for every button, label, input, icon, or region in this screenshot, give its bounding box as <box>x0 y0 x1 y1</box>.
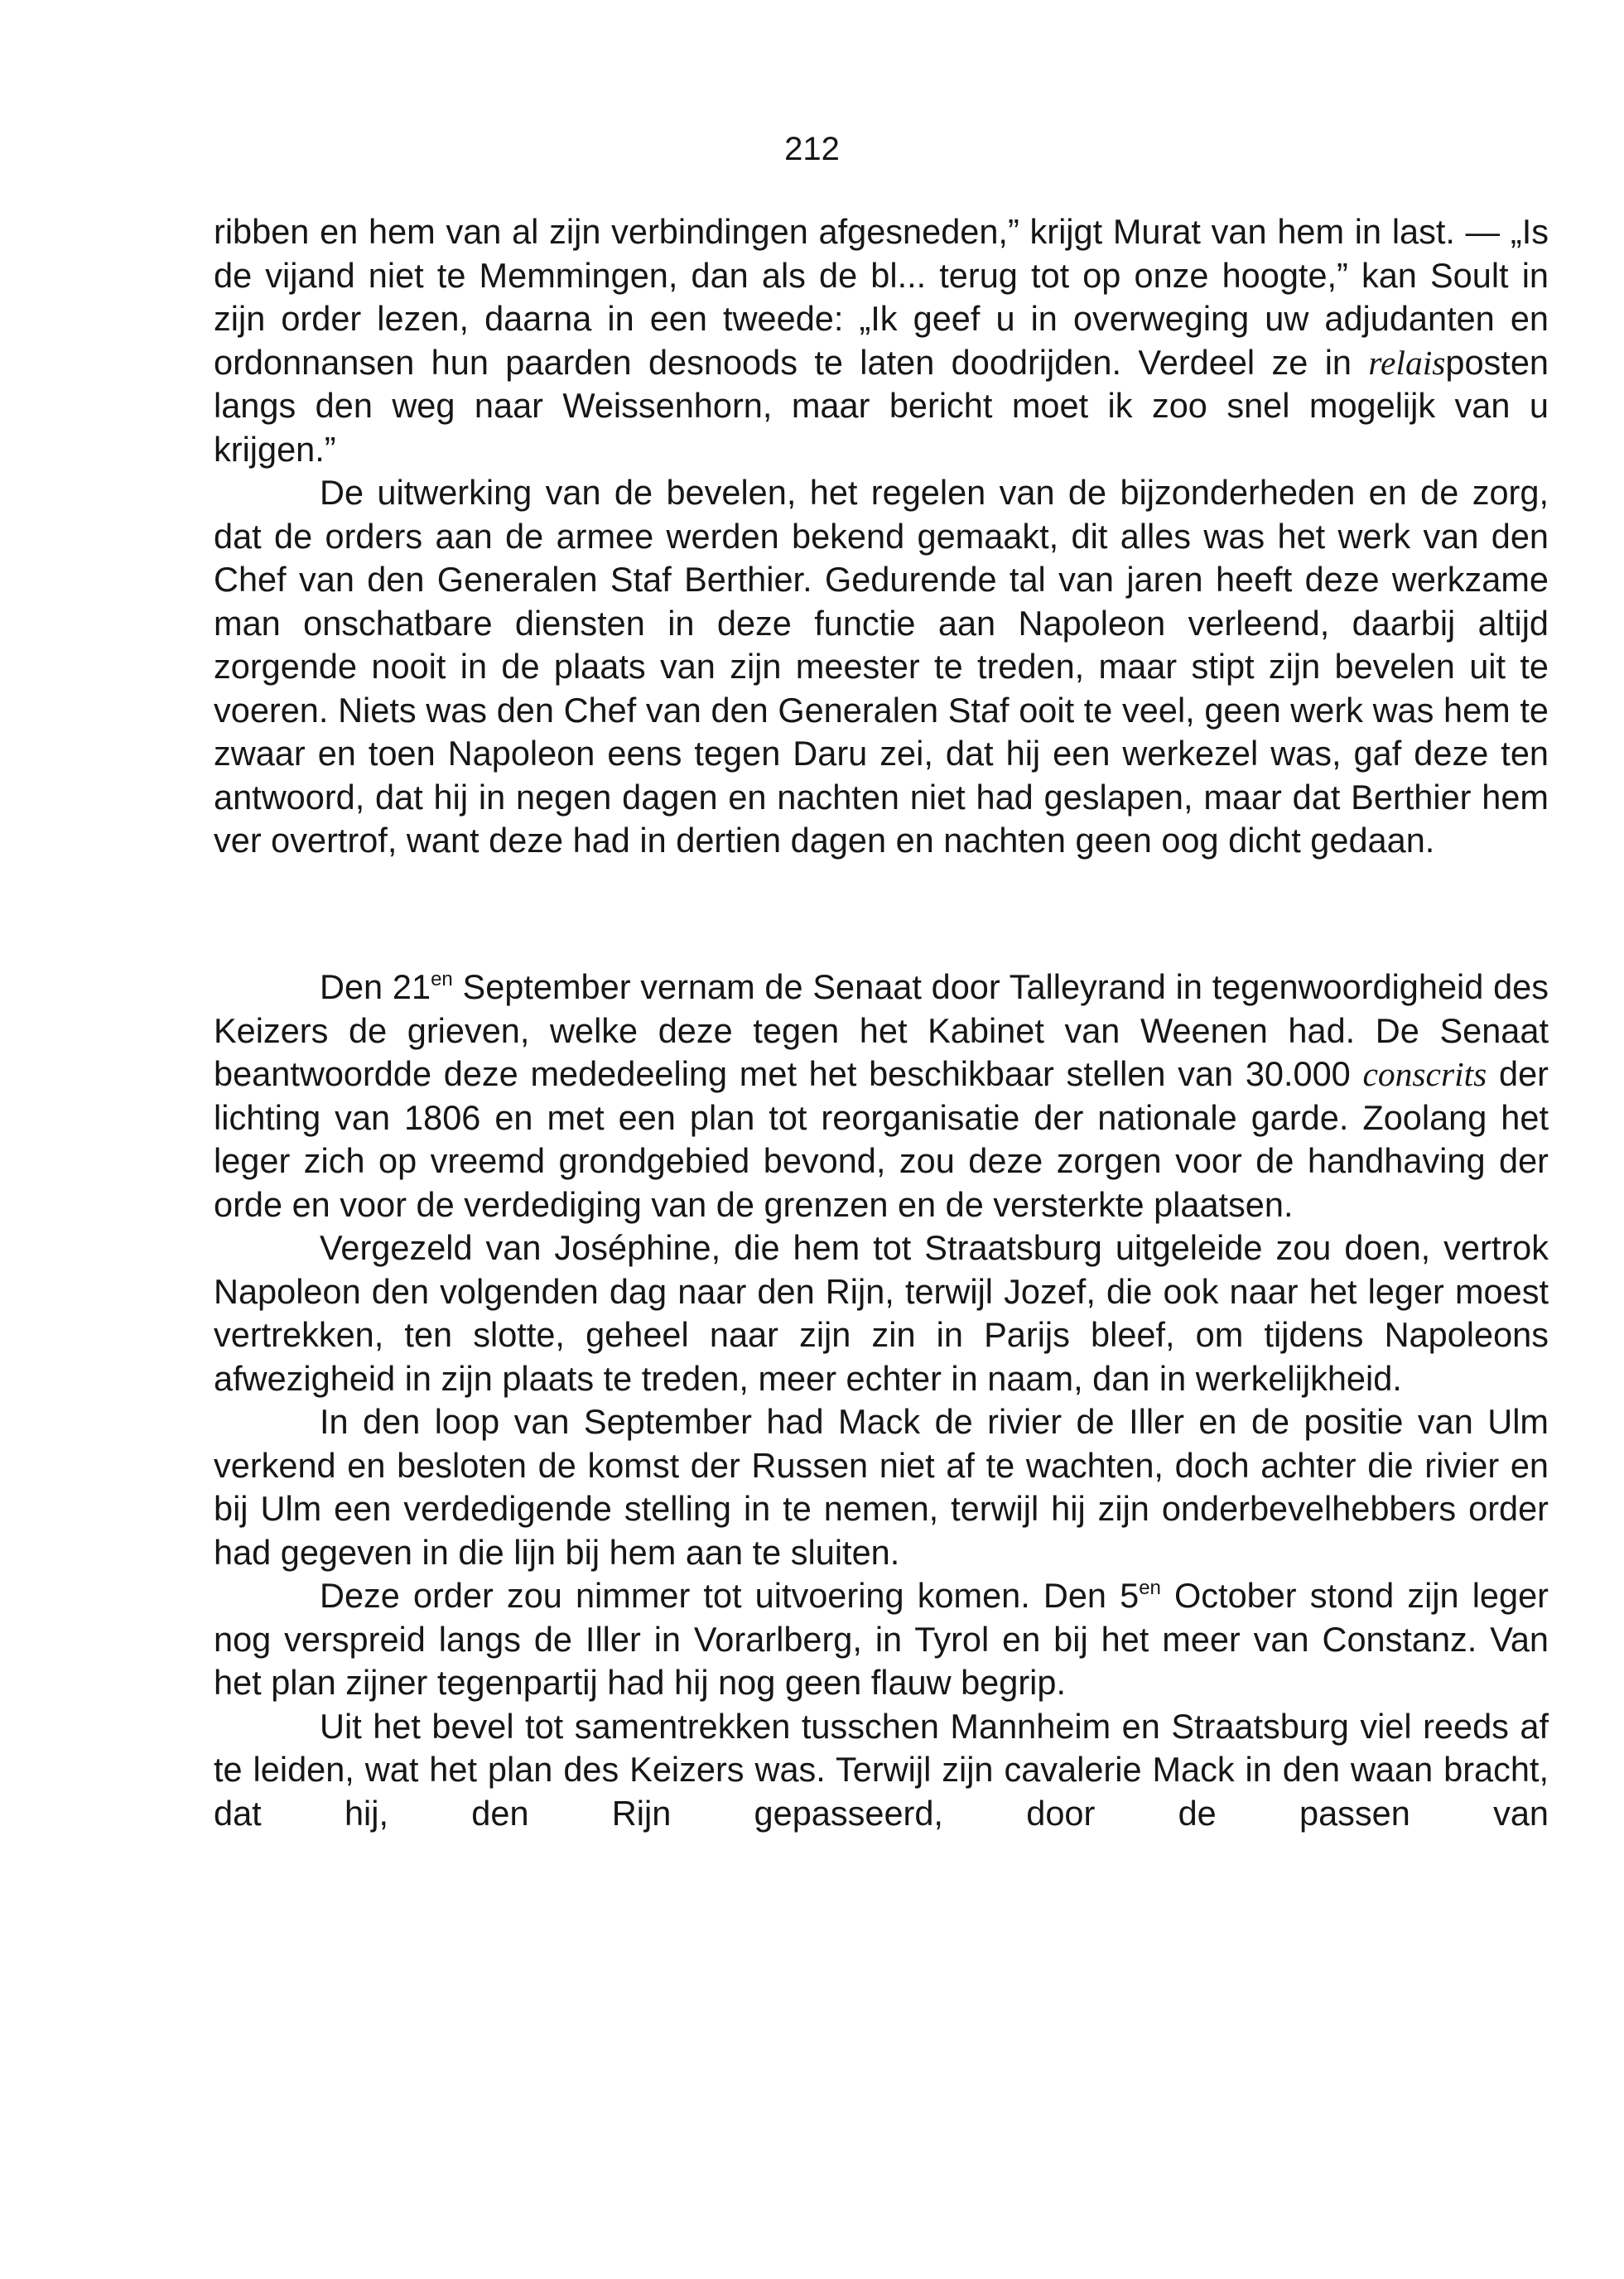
page-number: 212 <box>784 131 840 167</box>
paragraph-1-text: ribben en hem van al zijn verbindingen afgesneden,” krijgt Murat van hem in last. — „Is de vijand niet te Memmingen, dan als de bl... terug tot op onze hoogte,” kan Soult in zijn order lezen, daarna in een tweede: „Ik geef u in overweging uw adjudanten en ordonnansen hun paarden desnoods te laten doodrijden. Verdeel ze in <box>214 212 1549 382</box>
paragraph-3-mid: September vernam de Senaat door Talleyrand in tegenwoordigheid des Keizers de grieven, welke deze tegen het Kabinet van Weenen had. De Senaat beantwoordde deze mededeeling met het beschikbaar stellen van 30.000 <box>214 967 1549 1093</box>
paragraph-3-emphasis: conscrits <box>1362 1055 1487 1093</box>
paragraph-1 <box>214 210 1549 471</box>
paragraph-3-superscript: en <box>431 968 453 990</box>
text-section-1 <box>214 210 1549 863</box>
paragraph-6 <box>214 1574 1549 1705</box>
paragraph-6-superscript: en <box>1139 1577 1161 1599</box>
paragraph-4: Vergezeld van Joséphine, die hem tot Straatsburg uitgeleide zou doen, vertrok Napoleon den volgenden dag naar den Rijn, terwijl Jozef, die ook naar het leger moest vertrekken, ten slotte, geheel naar zijn zin in Parijs bleef, om tijdens Napoleons afwezigheid in zijn plaats te treden, meer echter in naam, dan in werkelijkheid. <box>214 1228 1549 1398</box>
paragraph-3-start: Den 21 <box>320 967 431 1006</box>
text-section-2 <box>214 966 1549 1835</box>
paragraph-1-emphasis: relais <box>1368 343 1446 382</box>
paragraph-6-end: October stond zijn leger nog verspreid langs de Iller in Vorarlberg, in Tyrol en bij het meer van Constanz. Van het plan zijner tegenpartij had hij nog geen flauw begrip. <box>214 1576 1549 1702</box>
paragraph-3-end: der lichting van 1806 en met een plan tot reorganisatie der nationale garde. Zoolang het leger zich op vreemd grondgebied bevond, zou deze zorgen voor de handhaving der orde en voor de verdediging van de grenzen en de versterkte plaatsen. <box>214 1054 1549 1224</box>
paragraph-3 <box>214 966 1549 1226</box>
paragraph-7: Uit het bevel tot samentrekken tusschen Mannheim en Straatsburg viel reeds af te leiden, wat het plan des Keizers was. Terwijl zijn cavalerie Mack in den waan bracht, dat hij, den Rijn gepasseerd, door de passen van <box>214 1706 1549 1833</box>
paragraph-6-start: Deze order zou nimmer tot uitvoering komen. Den 5 <box>320 1576 1140 1615</box>
paragraph-2: De uitwerking van de bevelen, het regelen van de bijzonderheden en de zorg, dat de orders aan de armee werden bekend gemaakt, dit alles was het werk van den Chef van den Generalen Staf Berthier. Gedurende tal van jaren heeft deze werkzame man onschatbare diensten in deze functie aan Napoleon verleend, daarbij altijd zorgende nooit in de plaats van zijn meester te treden, maar stipt zijn bevelen uit te voeren. Niets was den Chef van den Generalen Staf ooit te veel, geen werk was hem te zwaar en toen Napoleon eens tegen Daru zei, dat hij een werkezel was, gaf deze ten antwoord, dat hij in negen dagen en nachten niet had geslapen, maar dat Berthier hem ver overtrof, want deze had in dertien dagen en nachten geen oog dicht gedaan. <box>214 473 1549 860</box>
paragraph-1-text-after: posten langs den weg naar Weissenhorn, maar bericht moet ik zoo snel mogelijk van u krijgen.” <box>214 342 1549 469</box>
paragraph-5: In den loop van September had Mack de rivier de Iller en de positie van Ulm verkend en besloten de komst der Russen niet af te wachten, doch achter die rivier en bij Ulm een verdedigende stelling in te nemen, terwijl hij zijn onderbevelhebbers order had gegeven in die lijn bij hem aan te sluiten. <box>214 1402 1549 1572</box>
